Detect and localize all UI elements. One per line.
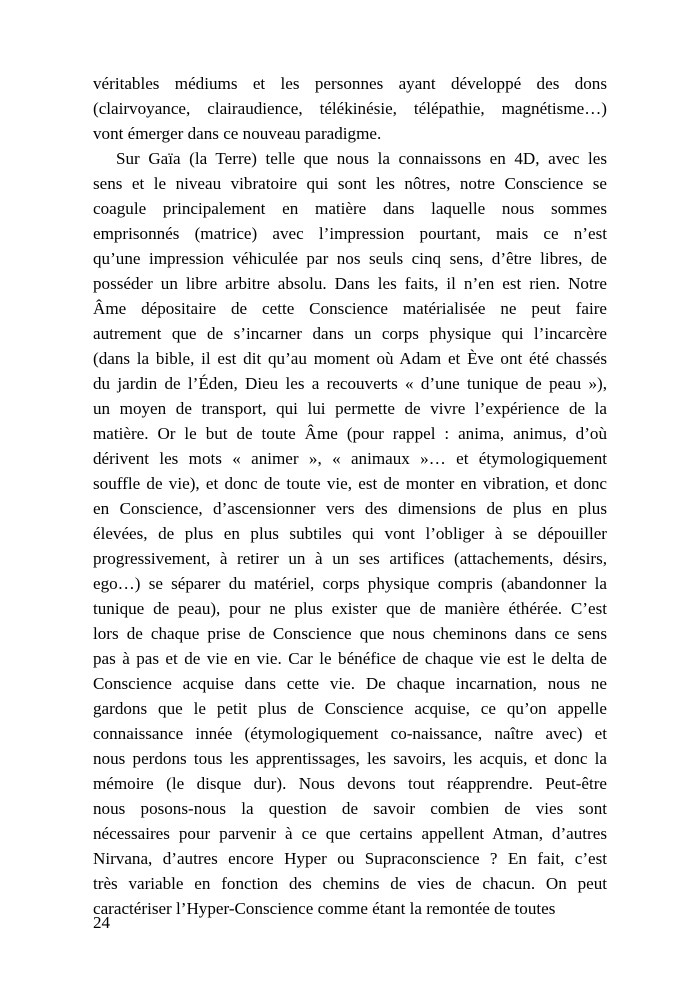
text-line: souffle de vie), et donc de toute vie, est de monter en vibration, et donc [93, 474, 607, 493]
text-line: ego…) se séparer du matériel, corps physique compris (abandonner la [93, 574, 607, 593]
text-line: mémoire (le disque dur). Nous devons tout réapprendre. Peut-être [93, 774, 607, 793]
text-line: Conscience acquise dans cette vie. De chaque incarnation, nous ne [93, 674, 607, 693]
paragraph [93, 146, 607, 921]
text-line: matière. Or le but de toute Âme (pour rappel : anima, animus, d’où [93, 424, 607, 443]
text-line: un moyen de transport, qui lui permette de vivre l’expérience de la [93, 399, 607, 418]
text-line: vont émerger dans ce nouveau paradigme. [93, 124, 382, 143]
text-line: progressivement, à retirer un à un ses artifices (attachements, désirs, [93, 549, 607, 568]
text-line: Âme dépositaire de cette Conscience matérialisée ne peut faire [93, 299, 607, 318]
text-line: dérivent les mots « animer », « animaux »… et étymologiquement [93, 449, 607, 468]
text-line: Nirvana, d’autres encore Hyper ou Supraconscience ? En fait, c’est [93, 849, 607, 868]
text-line: du jardin de l’Éden, Dieu les a recouverts « d’une tunique de peau »), [93, 374, 607, 393]
text-line: caractériser l’Hyper-Conscience comme étant la remontée de toutes [93, 899, 556, 918]
page-body-text [93, 71, 607, 921]
text-line: nous perdons tous les apprentissages, les savoirs, les acquis, et donc la [93, 749, 607, 768]
text-line: coagule principalement en matière dans laquelle nous sommes [93, 199, 607, 218]
text-line: autrement que de s’incarner dans un corps physique qui l’incarcère [93, 324, 607, 343]
text-line: en Conscience, d’ascensionner vers des dimensions de plus en plus [93, 499, 607, 518]
text-line: qu’une impression véhiculée par nos seuls cinq sens, d’être libres, de [93, 249, 607, 268]
text-line: gardons que le petit plus de Conscience acquise, ce qu’on appelle [93, 699, 607, 718]
text-line: emprisonnés (matrice) avec l’impression pourtant, mais ce n’est [93, 224, 607, 243]
text-line: connaissance innée (étymologiquement co-naissance, naître avec) et [93, 724, 607, 743]
text-line: véritables médiums et les personnes ayant développé des dons [93, 74, 607, 93]
text-line: nécessaires pour parvenir à ce que certains appellent Atman, d’autres [93, 824, 607, 843]
text-line: (dans la bible, il est dit qu’au moment où Adam et Ève ont été chassés [93, 349, 607, 368]
page-number: 24 [93, 913, 111, 932]
text-line: (clairvoyance, clairaudience, télékinésie, télépathie, magnétisme…) [93, 99, 607, 118]
text-line: tunique de peau), pour ne plus exister que de manière éthérée. C’est [93, 599, 607, 618]
text-line: très variable en fonction des chemins de vies de chacun. On peut [93, 874, 607, 893]
text-line: nous posons-nous la question de savoir combien de vies sont [93, 799, 607, 818]
text-line: Sur Gaïa (la Terre) telle que nous la connaissons en 4D, avec les [116, 149, 607, 168]
text-line: lors de chaque prise de Conscience que nous cheminons dans ce sens [93, 624, 607, 643]
text-line: élevées, de plus en plus subtiles qui vont l’obliger à se dépouiller [93, 524, 607, 543]
text-line: posséder un libre arbitre absolu. Dans les faits, il n’en est rien. Notre [93, 274, 607, 293]
text-line: pas à pas et de vie en vie. Car le bénéfice de chaque vie est le delta de [93, 649, 607, 668]
text-line: sens et le niveau vibratoire qui sont les nôtres, notre Conscience se [93, 174, 607, 193]
paragraph [93, 71, 607, 146]
